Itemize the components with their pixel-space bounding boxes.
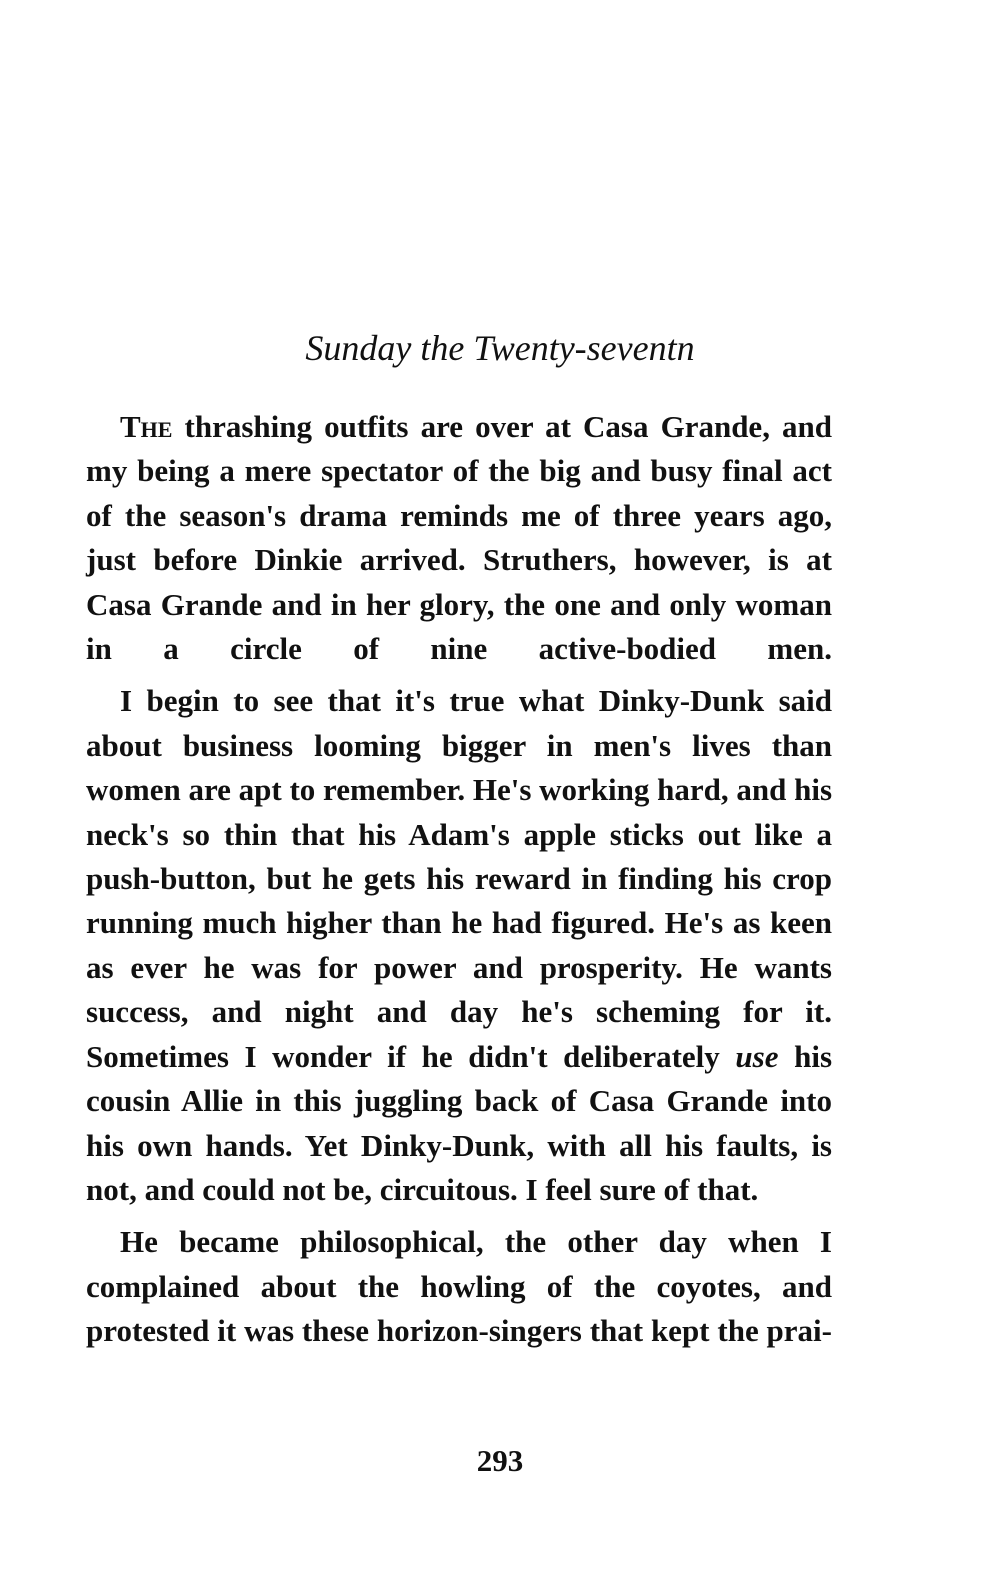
paragraph-1	[86, 405, 832, 671]
page-number: 293	[476, 1443, 524, 1478]
paragraph-text: his cousin Allie in this juggling back of Casa Grande into his own hands. Yet Dinky-Dunk, with all his faults, is not, and could not be, circuitous. I feel sure of that.	[86, 1038, 833, 1207]
paragraph-3	[86, 1220, 832, 1353]
body-text	[86, 405, 832, 1354]
paragraph-lead-word: The	[120, 409, 173, 444]
paragraph-2	[86, 679, 832, 1212]
paragraph-emphasis: use	[735, 1038, 779, 1074]
paragraph-text: thrashing outfits are over at Casa Grande, and my being a mere spectator of the big and busy final act of the season's drama reminds me of three years ago, just before Dinkie arrived. Struthers, however, is at Casa Grande and in her glory, the one and only woman in a circle of nine active-bodied men.	[86, 409, 832, 667]
chapter-title: Sunday the Twenty-seventn	[305, 328, 695, 368]
paragraph-text: He became philosophical, the other day when I complained about the howling of the coyotes, and protested it was these horizon-singers that kept the prai-	[86, 1224, 832, 1349]
paragraph-text: I begin to see that it's true what Dinky-Dunk said about business looming bigger in men's lives than women are apt to remember. He's working hard, and his neck's so thin that his Adam's apple sticks out like a push-button, but he gets his reward in finding his crop running much higher than he had figured. He's as keen as ever he was for power and prosperity. He wants success, and night and day he's scheming for it. Sometimes I wonder if he didn't deliberately	[86, 683, 833, 1074]
